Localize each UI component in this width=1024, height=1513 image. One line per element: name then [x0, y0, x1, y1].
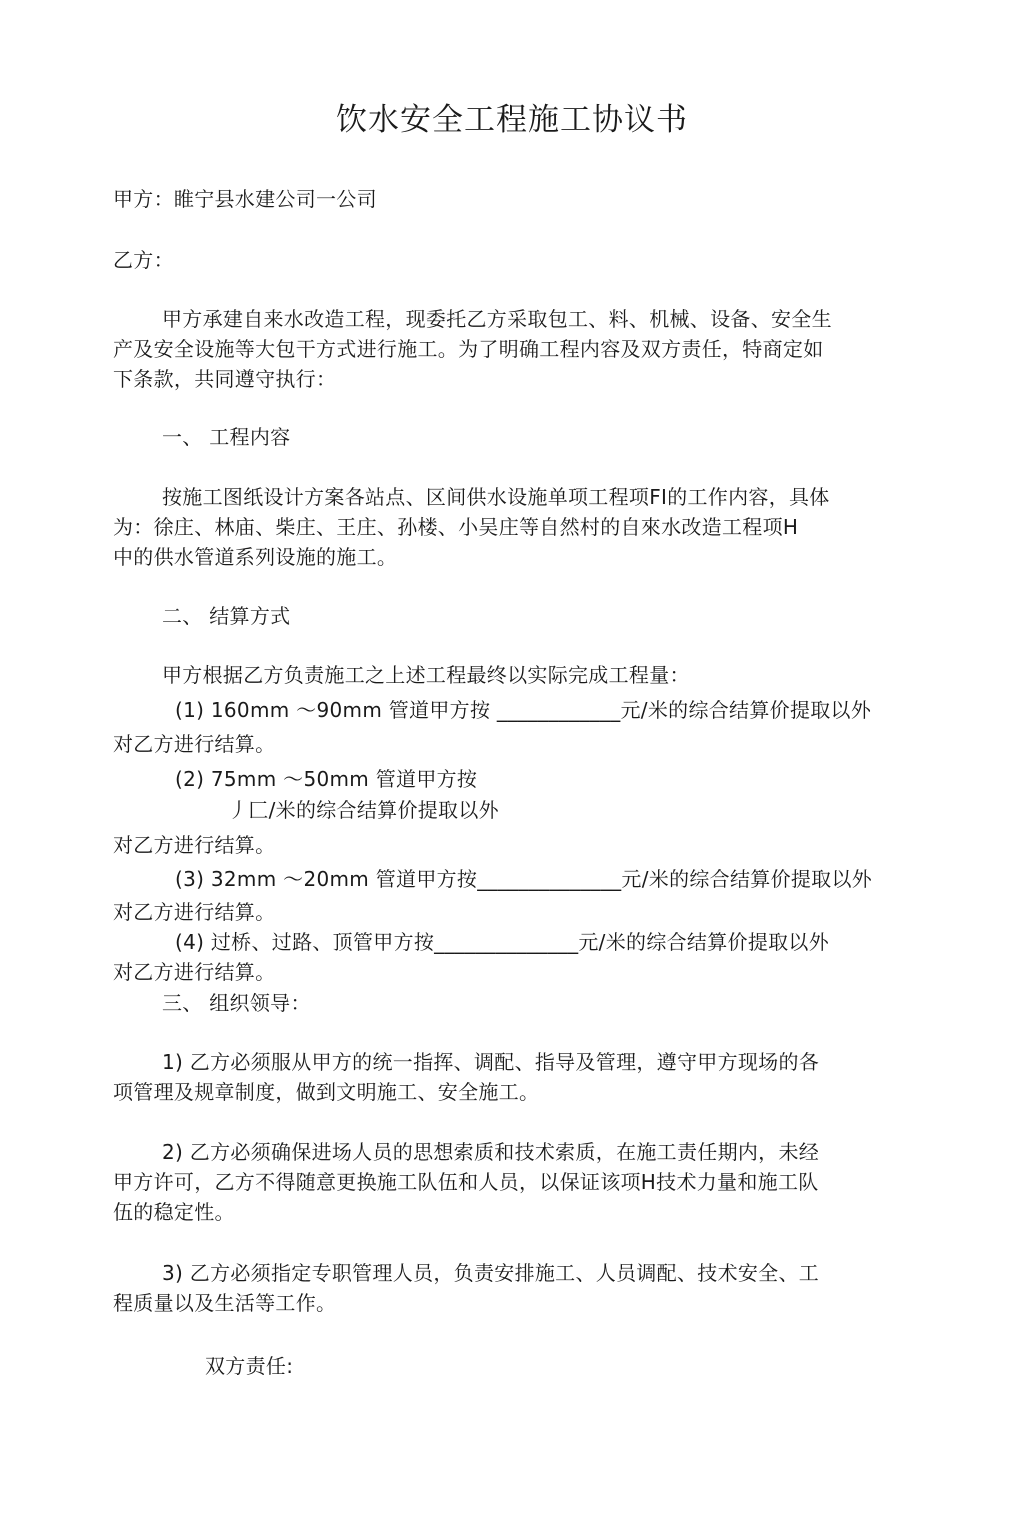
settlement-item: (1) 160mm ～90mm 管道甲方按 ____________元/米的综合结算价提取以外 [175, 698, 872, 722]
settlement-lead: 甲方根据乙方负责施工之上述工程最终以实际完成工程量： [162, 663, 690, 687]
intro-line: 甲方承建自来水改造工程，现委托乙方采取包工、料、机械、设备、安全生 [162, 307, 832, 331]
section-body-line: 为：徐庄、林庙、柴庄、王庄、孙楼、小吴庄等自然村的自來水改造工程项H [113, 515, 799, 539]
settlement-item-cont: 对乙方进行结算。 [113, 833, 276, 857]
organization-item: 2) 乙方必须确保进场人员的思想索质和技术索质，在施工责任期内，未经 [162, 1140, 820, 1164]
settlement-item: (2) 75mm ～50mm 管道甲方按 [175, 767, 478, 791]
organization-item-cont: 项管理及规章制度，做到文明施工、安全施工。 [113, 1080, 540, 1104]
section-body-line: 中的供水管道系列设施的施工。 [113, 545, 398, 569]
organization-item-cont: 程质量以及生活等工作。 [113, 1291, 337, 1315]
organization-item-cont: 伍的稳定性。 [113, 1200, 235, 1224]
organization-item-cont: 甲方许可，乙方不得随意更换施工队伍和人员，以保证该项H技术力量和施工队 [113, 1170, 819, 1194]
settlement-item-cont: 对乙方进行结算。 [113, 732, 276, 756]
organization-item: 3) 乙方必须指定专职管理人员，负责安排施工、人员调配、技术安全、工 [162, 1261, 820, 1285]
party-a: 甲方：睢宁县水建公司一公司 [113, 187, 377, 211]
section-heading: 二、 结算方式 [162, 604, 291, 628]
settlement-item-fragment: 丿匚/米的综合结算价提取以外 [228, 798, 499, 822]
party-b: 乙方： [113, 248, 174, 272]
section-body-line: 按施工图纸设计方案各站点、区间供水设施单项工程项FI的工作内容，具体 [162, 485, 830, 509]
settlement-item: (4) 过桥、过路、顶管甲方按______________元/米的综合结算价提取以外 [175, 930, 830, 954]
closing-heading: 双方责任: [205, 1354, 294, 1378]
organization-item: 1) 乙方必须服从甲方的统一指挥、调配、指导及管理，遵守甲方现场的各 [162, 1050, 820, 1074]
intro-line: 下条款，共同遵守执行： [113, 367, 337, 391]
settlement-item-cont: 对乙方进行结算。 [113, 960, 276, 984]
settlement-item: (3) 32mm ～20mm 管道甲方按______________元/米的综合结算价提取以外 [175, 867, 873, 891]
intro-line: 产及安全设施等大包干方式进行施工。为了明确工程内容及双方责任，特商定如 [113, 337, 824, 361]
section-heading: 三、 组织领导： [162, 991, 311, 1015]
settlement-item-cont: 对乙方进行结算。 [113, 900, 276, 924]
section-heading: 一、 工程内容 [162, 425, 291, 449]
document-title: 饮水安全工程施工协议书 [336, 102, 688, 138]
